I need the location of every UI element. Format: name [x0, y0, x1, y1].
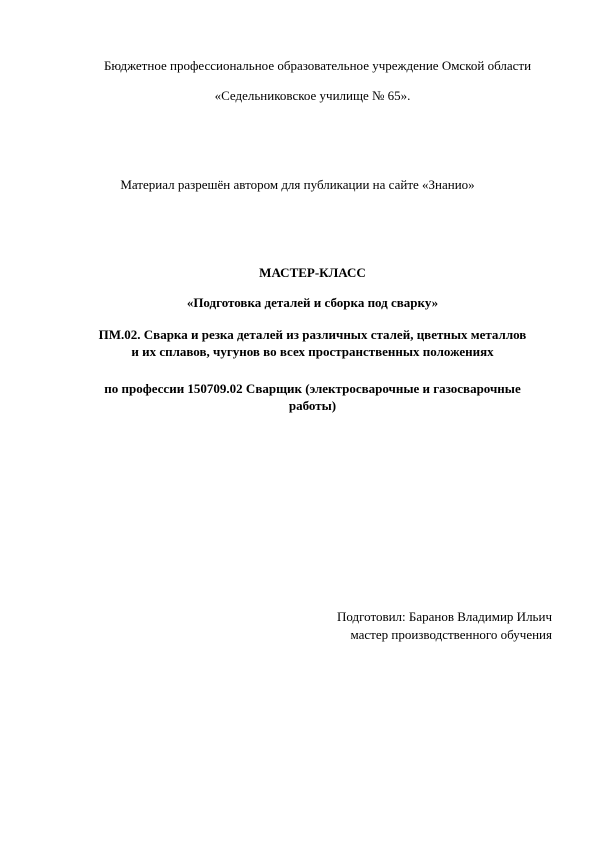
profession-line2: работы) [288, 398, 337, 413]
institution-name-line1: Бюджетное профессиональное образовательное учреждение Омской области [103, 58, 532, 73]
institution-name-line2: «Седельниковское училище № 65». [214, 88, 411, 103]
profession-line1: по профессии 150709.02 Сварщик (электросварочные и газосварочные [104, 381, 521, 396]
module-line1: ПМ.02. Сварка и резка деталей из различных сталей, цветных металлов [98, 327, 527, 342]
permission-note: Материал разрешён автором для публикации на сайте «Знанио» [120, 177, 475, 192]
author-name: Подготовил: Баранов Владимир Ильич [336, 609, 552, 624]
author-position: мастер производственного обучения [350, 627, 552, 642]
master-class-topic: «Подготовка деталей и сборка под сварку» [186, 295, 439, 310]
master-class-heading: МАСТЕР-КЛАСС [259, 265, 366, 280]
module-line2: и их сплавов, чугунов во всех пространственных положениях [131, 344, 494, 359]
